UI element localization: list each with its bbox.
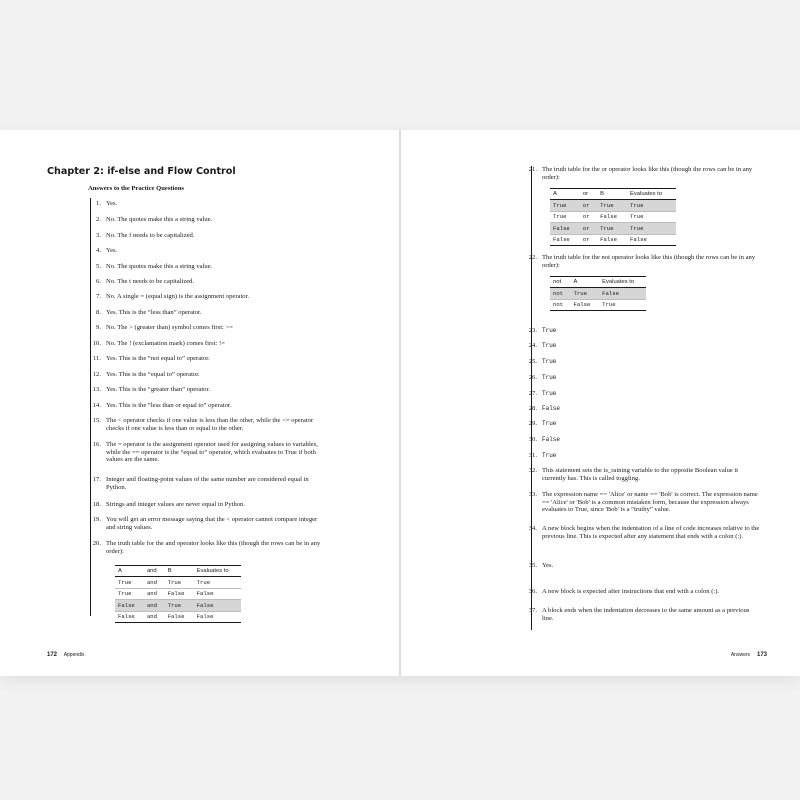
table-header-row bbox=[550, 189, 676, 200]
answer-text: True bbox=[542, 452, 557, 459]
table-cell: not bbox=[550, 299, 571, 311]
table-cell: False bbox=[597, 234, 627, 246]
table-cell: True bbox=[194, 577, 241, 589]
table-cell: False bbox=[194, 600, 241, 612]
answer-number: 32. bbox=[528, 467, 537, 474]
table-cell: False bbox=[550, 234, 580, 246]
table-header-row bbox=[115, 566, 241, 577]
answer-number: 25. bbox=[528, 358, 537, 365]
answer-number: 10. bbox=[92, 340, 101, 347]
answer-text: No. The f needs to be capitalized. bbox=[106, 232, 195, 239]
answer-text: Integer and floating-point values of the same number are considered equal in Python. bbox=[106, 476, 309, 491]
table-row bbox=[550, 234, 676, 246]
answer-text: False bbox=[542, 405, 561, 412]
table-row bbox=[115, 588, 241, 600]
answer-text: True bbox=[542, 358, 557, 365]
table-cell: True bbox=[165, 577, 194, 589]
table-header-cell: A bbox=[550, 189, 580, 200]
table-cell: True bbox=[597, 200, 627, 212]
table-row bbox=[115, 600, 241, 612]
table-row bbox=[550, 288, 646, 300]
answer-number: 17. bbox=[92, 476, 101, 483]
table-cell: False bbox=[165, 611, 194, 623]
table-row bbox=[550, 211, 676, 223]
answer-text: The expression name == 'Alice' or name == 'Bob' is correct. The expression name == 'Alice' or 'Bob' is a common mistaken form, because the expression always evaluates to True, since 'Bob' is a “truthy” value. bbox=[542, 491, 758, 514]
table-row bbox=[550, 223, 676, 235]
page-number: 173 bbox=[756, 652, 767, 658]
table-cell: False bbox=[194, 588, 241, 600]
table-cell: False bbox=[194, 611, 241, 623]
table-cell: or bbox=[580, 211, 597, 223]
answer-number: 33. bbox=[528, 491, 537, 498]
table-cell: False bbox=[165, 588, 194, 600]
answer-text: Yes. bbox=[106, 200, 118, 207]
answer-text: The truth table for the not operator looks like this (though the rows can be in any order): bbox=[542, 254, 756, 269]
right-page bbox=[401, 130, 800, 676]
answer-number: 37. bbox=[528, 607, 537, 614]
table-header-cell: not bbox=[550, 277, 571, 288]
answer-number: 1. bbox=[96, 200, 101, 207]
not-truth-table bbox=[550, 276, 646, 311]
answers-margin-rule bbox=[531, 166, 532, 630]
answer-number: 13. bbox=[92, 386, 101, 393]
table-cell: True bbox=[571, 288, 600, 300]
answer-number: 36. bbox=[528, 588, 537, 595]
answer-number: 5. bbox=[96, 263, 101, 270]
right-page-footer bbox=[731, 652, 767, 658]
answer-text: Yes. bbox=[542, 562, 554, 569]
table-cell: or bbox=[580, 234, 597, 246]
answer-number: 7. bbox=[96, 293, 101, 300]
table-cell: True bbox=[115, 577, 144, 589]
answer-text: No. The t needs to be capitalized. bbox=[106, 278, 195, 285]
answer-text: True bbox=[542, 327, 557, 334]
answer-number: 11. bbox=[93, 355, 101, 362]
table-header-cell: Evaluates to bbox=[599, 277, 646, 288]
answer-text: No. A single = (equal sign) is the assignment operator. bbox=[106, 293, 250, 300]
table-row bbox=[115, 611, 241, 623]
answer-number: 4. bbox=[96, 247, 101, 254]
answer-text: A block ends when the indentation decreases to the same amount as a previous line. bbox=[542, 607, 750, 622]
table-cell: True bbox=[627, 211, 676, 223]
table-cell: True bbox=[550, 200, 580, 212]
table-cell: True bbox=[627, 200, 676, 212]
answer-number: 27. bbox=[528, 390, 537, 397]
answer-text: A new block begins when the indentation of a line of code increases relative to the previous line. This is expected after any statement that ends with a colon (:). bbox=[542, 525, 760, 540]
answer-text: This statement sets the is_raining variable to the opposite Boolean value it currently has. This is called toggling. bbox=[542, 467, 739, 482]
answer-text: No. The quotes make this a string value. bbox=[106, 216, 213, 223]
answer-text: You will get an error message saying that the < operator cannot compare integer and string values. bbox=[106, 516, 318, 531]
table-cell: True bbox=[597, 223, 627, 235]
answer-number: 19. bbox=[92, 516, 101, 523]
left-page bbox=[0, 130, 399, 676]
answer-number: 31. bbox=[528, 452, 537, 459]
section-heading: Answers to the Practice Questions bbox=[88, 185, 184, 192]
table-cell: True bbox=[115, 588, 144, 600]
or-truth-table bbox=[550, 188, 676, 246]
table-cell: or bbox=[580, 200, 597, 212]
answer-text: A new block is expected after instructions that end with a colon (:). bbox=[542, 588, 720, 595]
answer-number: 15. bbox=[92, 417, 101, 424]
answer-text: No. The quotes make this a string value. bbox=[106, 263, 213, 270]
table-header-cell: and bbox=[144, 566, 165, 577]
answer-number: 8. bbox=[96, 309, 101, 316]
answer-text: Yes. This is the “less than or equal to” operator. bbox=[106, 402, 232, 409]
table-header-cell: A bbox=[115, 566, 144, 577]
answer-number: 28. bbox=[528, 405, 537, 412]
footer-label: Answers bbox=[730, 652, 751, 658]
and-truth-table bbox=[115, 565, 241, 623]
table-header-row bbox=[550, 277, 646, 288]
table-row bbox=[550, 200, 676, 212]
answer-number: 12. bbox=[92, 371, 101, 378]
answer-text: The = operator is the assignment operator used for assigning values to variables, while the == operator is the “equal to” operator, which evaluates to True if both values are the same. bbox=[106, 441, 318, 464]
answer-text: True bbox=[542, 390, 557, 397]
answer-number: 24. bbox=[528, 342, 537, 349]
table-cell: False bbox=[597, 211, 627, 223]
answer-number: 3. bbox=[96, 232, 101, 239]
table-cell: and bbox=[144, 577, 165, 589]
page-number: 172 bbox=[47, 652, 58, 658]
answer-text: Yes. This is the “equal to” operator. bbox=[106, 371, 200, 378]
answer-text: Yes. bbox=[106, 247, 118, 254]
answer-number: 21. bbox=[528, 166, 537, 173]
answer-text: Yes. This is the “not equal to” operator. bbox=[106, 355, 210, 362]
table-header-cell: or bbox=[580, 189, 597, 200]
answer-number: 16. bbox=[92, 441, 101, 448]
answer-text: True bbox=[542, 374, 557, 381]
footer-label: Appendix bbox=[63, 652, 85, 658]
table-cell: and bbox=[144, 611, 165, 623]
table-cell: True bbox=[599, 299, 646, 311]
answer-number: 14. bbox=[92, 402, 101, 409]
answer-text: Strings and integer values are never equal in Python. bbox=[106, 501, 245, 508]
answer-text: The < operator checks if one value is less than the other, while the <= operator checks if one value is less than or equal to the other. bbox=[106, 417, 314, 432]
left-page-footer bbox=[47, 652, 85, 658]
answer-text: False bbox=[542, 436, 561, 443]
table-cell: and bbox=[144, 600, 165, 612]
answer-number: 30. bbox=[528, 436, 537, 443]
answer-text: True bbox=[542, 420, 557, 427]
table-cell: False bbox=[571, 299, 600, 311]
answer-number: 20. bbox=[92, 540, 101, 547]
table-cell: not bbox=[550, 288, 571, 300]
table-cell: False bbox=[550, 223, 580, 235]
answer-text: The truth table for the and operator looks like this (though the rows can be in any order): bbox=[106, 540, 321, 555]
table-cell: and bbox=[144, 588, 165, 600]
answer-number: 22. bbox=[528, 254, 537, 261]
answer-text: No. The > (greater than) symbol comes first: >= bbox=[106, 324, 233, 331]
answer-number: 6. bbox=[96, 278, 101, 285]
answer-number: 34. bbox=[528, 525, 537, 532]
table-cell: True bbox=[165, 600, 194, 612]
chapter-title: Chapter 2: if-else and Flow Control bbox=[47, 166, 236, 177]
answer-text: True bbox=[542, 342, 557, 349]
table-header-cell: A bbox=[571, 277, 600, 288]
answer-number: 29. bbox=[528, 420, 537, 427]
table-cell: False bbox=[627, 234, 676, 246]
answer-text: The truth table for the or operator looks like this (though the rows can be in any order): bbox=[542, 166, 753, 181]
answer-number: 9. bbox=[96, 324, 101, 331]
table-header-cell: B bbox=[165, 566, 194, 577]
answer-number: 18. bbox=[92, 501, 101, 508]
table-header-cell: Evaluates to bbox=[194, 566, 241, 577]
table-cell: True bbox=[550, 211, 580, 223]
table-cell: True bbox=[627, 223, 676, 235]
answer-number: 35. bbox=[528, 562, 537, 569]
table-cell: False bbox=[599, 288, 646, 300]
table-row bbox=[550, 299, 646, 311]
table-row bbox=[115, 577, 241, 589]
table-header-cell: B bbox=[597, 189, 627, 200]
book-spread bbox=[0, 130, 800, 676]
table-header-cell: Evaluates to bbox=[627, 189, 676, 200]
table-cell: or bbox=[580, 223, 597, 235]
answer-text: No. The ! (exclamation mark) comes first: != bbox=[106, 340, 225, 347]
answer-number: 26. bbox=[528, 374, 537, 381]
table-cell: False bbox=[115, 600, 144, 612]
answer-number: 2. bbox=[96, 216, 101, 223]
table-cell: False bbox=[115, 611, 144, 623]
answer-number: 23. bbox=[528, 327, 537, 334]
answer-text: Yes. This is the “greater than” operator. bbox=[106, 386, 210, 393]
answer-text: Yes. This is the “less than” operator. bbox=[106, 309, 202, 316]
